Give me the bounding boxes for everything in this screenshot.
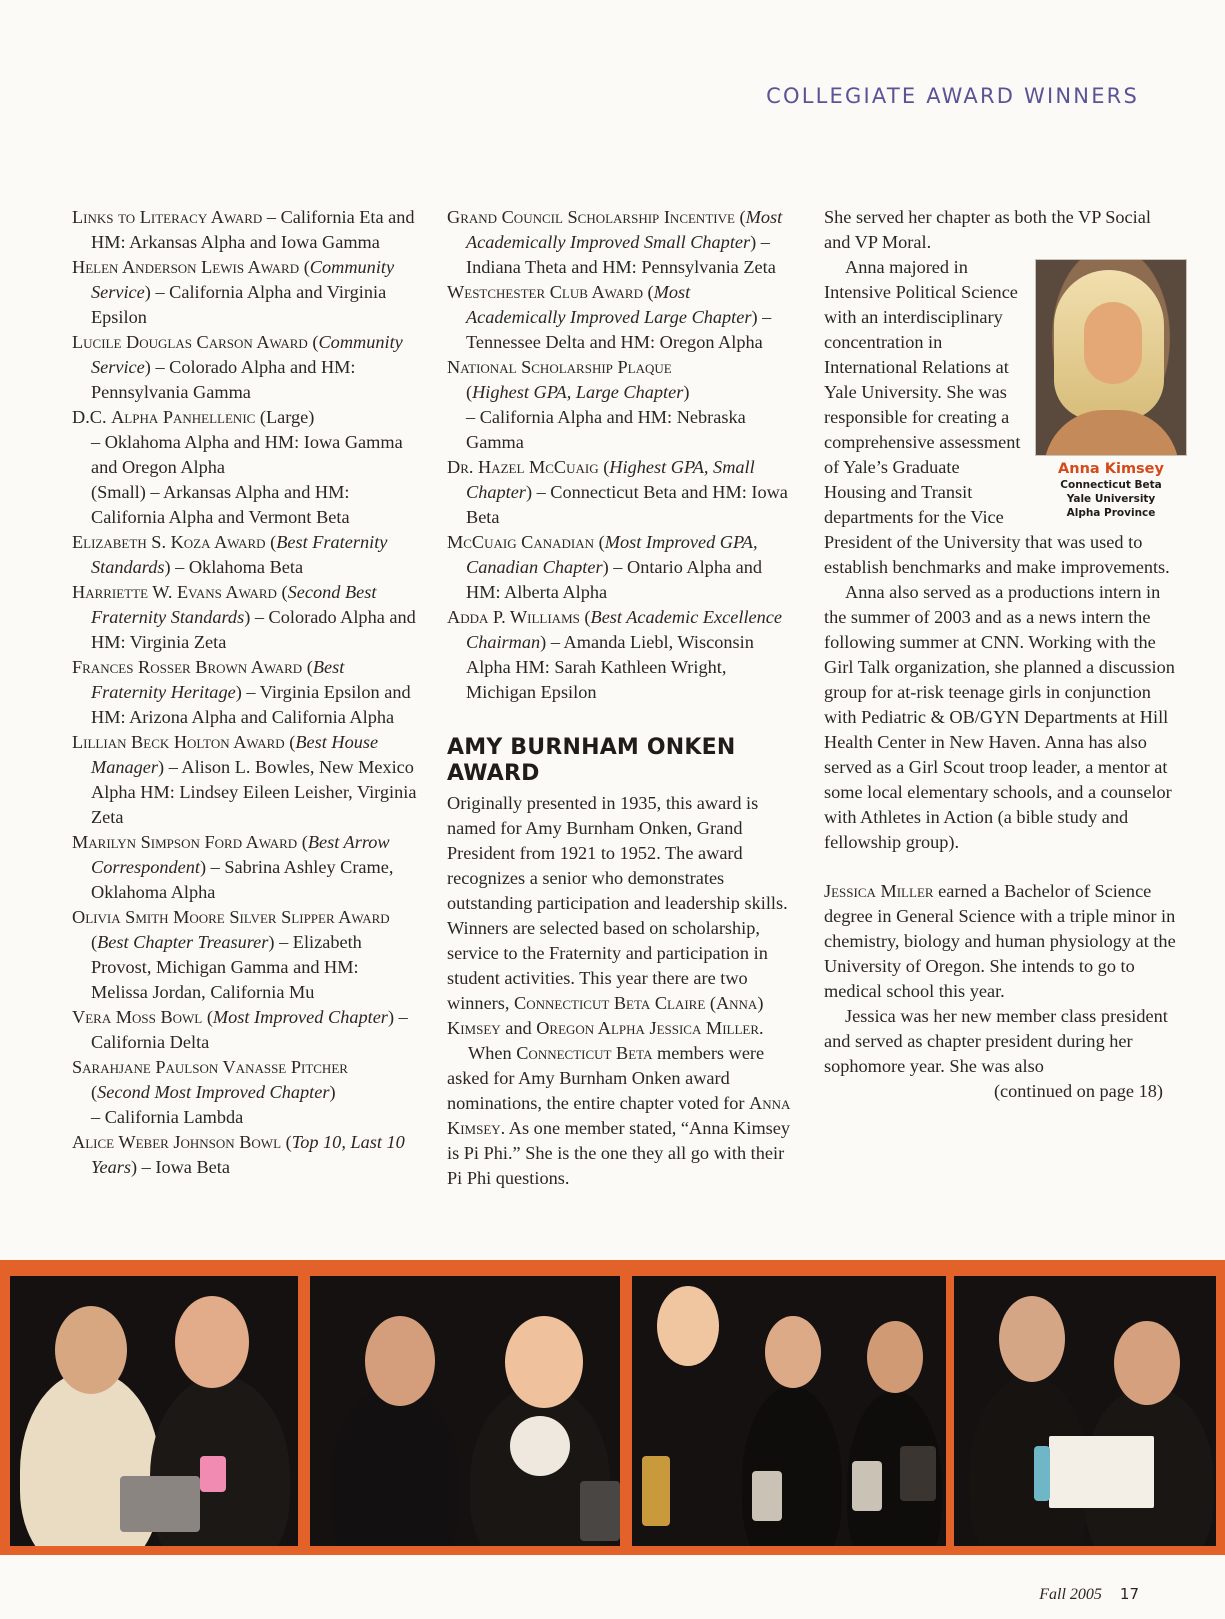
award-entry: Frances Rosser Brown Award (Best Fraternity Heritage) – Virginia Epsilon and HM: Arizona Alpha and California Alpha (72, 657, 411, 727)
award-entry: Lillian Beck Holton Award (Best House Manager) – Alison L. Bowles, New Mexico Alpha HM: Lindsey Eileen Leisher, Virginia Zeta (72, 732, 417, 827)
caption-province: Alpha Province (1066, 507, 1156, 519)
award-entry: Westchester Club Award (Most Academically Improved Large Chapter) – Tennessee Delta and HM: Oregon Alpha (447, 282, 772, 352)
article-paragraph: Originally presented in 1935, this award is named for Amy Burnham Onken, Grand President from 1921 to 1952. The award recognizes a senior who demonstrates outstanding participation and leadership skills. Winners are selected based on scholarship, service to the Fraternity and participation in student activities. This year there are two winners, Connecticut Beta Claire (Anna) Kimsey and Oregon Alpha Jessica Miller. (447, 793, 788, 1038)
award-entry: Marilyn Simpson Ford Award (Best Arrow Correspondent) – Sabrina Ashley Crame, Oklahoma Alpha (72, 832, 394, 902)
award-entry: Vera Moss Bowl (Most Improved Chapter) – California Delta (72, 1007, 408, 1052)
award-entry: Lucile Douglas Carson Award (Community Service) – Colorado Alpha and HM: Pennsylvania Gamma (72, 332, 403, 402)
article-paragraph: When Connecticut Beta members were asked for Amy Burnham Onken award nominations, the entire chapter voted for Anna Kimsey. As one member stated, “Anna Kimsey is Pi Phi.” She is the one they all go with their Pi Phi questions. (447, 1043, 791, 1188)
award-entry: Adda P. Williams (Best Academic Excellence Chairman) – Amanda Liebl, Wisconsin Alpha HM: Sarah Kathleen Wright, Michigan Epsilon (447, 607, 783, 702)
page-number: 17 (1119, 1585, 1139, 1603)
section-title: AMY BURNHAM ONKEN AWARD (447, 735, 736, 786)
article-paragraph: Anna also served as a productions intern in the summer of 2003 and as a news intern the following summer at CNN. Working with the Girl Talk organization, she planned a discussion group for at-risk teenage girls in conjunction with Pediatric & OB/GYN Departments at Hill Health Center in New Haven. Anna has also served as a Girl Scout troop leader, a mentor at some local elementary schools, and a counselor with Athletes in Action (a bible study and fellowship group). (824, 582, 1175, 852)
caption-name: Anna Kimsey (1058, 461, 1164, 477)
section-header: COLLEGIATE AWARD WINNERS (766, 84, 1139, 108)
award-list-column-1 (72, 205, 417, 1180)
award-entry: D.C. Alpha Panhellenic (Large) – Oklahoma Alpha and HM: Iowa Gamma and Oregon Alpha (Small) – Arkansas Alpha and HM: California Alpha and Vermont Beta (72, 407, 403, 527)
caption-school: Yale University (1066, 493, 1156, 505)
portrait-figure (1035, 259, 1187, 520)
award-entry: Dr. Hazel McCuaig (Highest GPA, Small Chapter) – Connecticut Beta and HM: Iowa Beta (447, 457, 788, 527)
page-footer (1039, 1585, 1139, 1604)
photo-strip (0, 1260, 1225, 1555)
article-paragraph: Jessica was her new member class president and served as chapter president during her sophomore year. She was also (824, 1006, 1168, 1076)
caption-chapter: Connecticut Beta (1060, 479, 1162, 491)
article-paragraph: Jessica Miller earned a Bachelor of Science degree in General Science with a triple minor in chemistry, biology and human physiology at the University of Oregon. She intends to go to medical school this year. (824, 881, 1176, 1001)
award-list-column-2 (447, 205, 792, 1191)
award-photo-3 (632, 1276, 946, 1546)
award-entry: Helen Anderson Lewis Award (Community Service) – California Alpha and Virginia Epsilon (72, 257, 395, 327)
article-column-3 (824, 205, 1179, 1104)
award-entry: Elizabeth S. Koza Award (Best Fraternity Standards) – Oklahoma Beta (72, 532, 388, 577)
award-entry: Sarahjane Paulson Vanasse Pitcher (Second Most Improved Chapter) – California Lambda (72, 1057, 348, 1127)
award-photo-2 (310, 1276, 620, 1546)
continued-note: (continued on page 18) (993, 1081, 1163, 1101)
photo-caption (1035, 460, 1187, 520)
article-paragraph: Anna majored in Intensive Political Science with an interdisciplinary concentration in International Relations at Yale University. She was responsible for creating a comprehensive assessment of Yale’s Graduate Housing and Transit departments for the Vice President of the University that was used to establish benchmarks and make improvements. (824, 257, 1170, 577)
article-paragraph: She served her chapter as both the VP Social and VP Moral. (824, 207, 1151, 252)
award-entry: Alice Weber Johnson Bowl (Top 10, Last 10 Years) – Iowa Beta (72, 1132, 405, 1177)
issue-label: Fall 2005 (1039, 1586, 1102, 1603)
award-photo-1 (10, 1276, 298, 1546)
award-entry: Grand Council Scholarship Incentive (Most Academically Improved Small Chapter) – Indiana Theta and HM: Pennsylvania Zeta (447, 207, 783, 277)
award-entry: Links to Literacy Award – California Eta and HM: Arkansas Alpha and Iowa Gamma (72, 207, 415, 252)
award-entry: National Scholarship Plaque (Highest GPA, Large Chapter) – California Alpha and HM: Nebraska Gamma (447, 357, 746, 452)
award-photo-4 (954, 1276, 1216, 1546)
award-entry: Olivia Smith Moore Silver Slipper Award (Best Chapter Treasurer) – Elizabeth Provost, Michigan Gamma and HM: Melissa Jordan, California Mu (72, 907, 390, 1002)
award-entry: McCuaig Canadian (Most Improved GPA, Canadian Chapter) – Ontario Alpha and HM: Alberta Alpha (447, 532, 763, 602)
portrait-photo (1035, 259, 1187, 456)
award-entry: Harriette W. Evans Award (Second Best Fraternity Standards) – Colorado Alpha and HM: Virginia Zeta (72, 582, 416, 652)
